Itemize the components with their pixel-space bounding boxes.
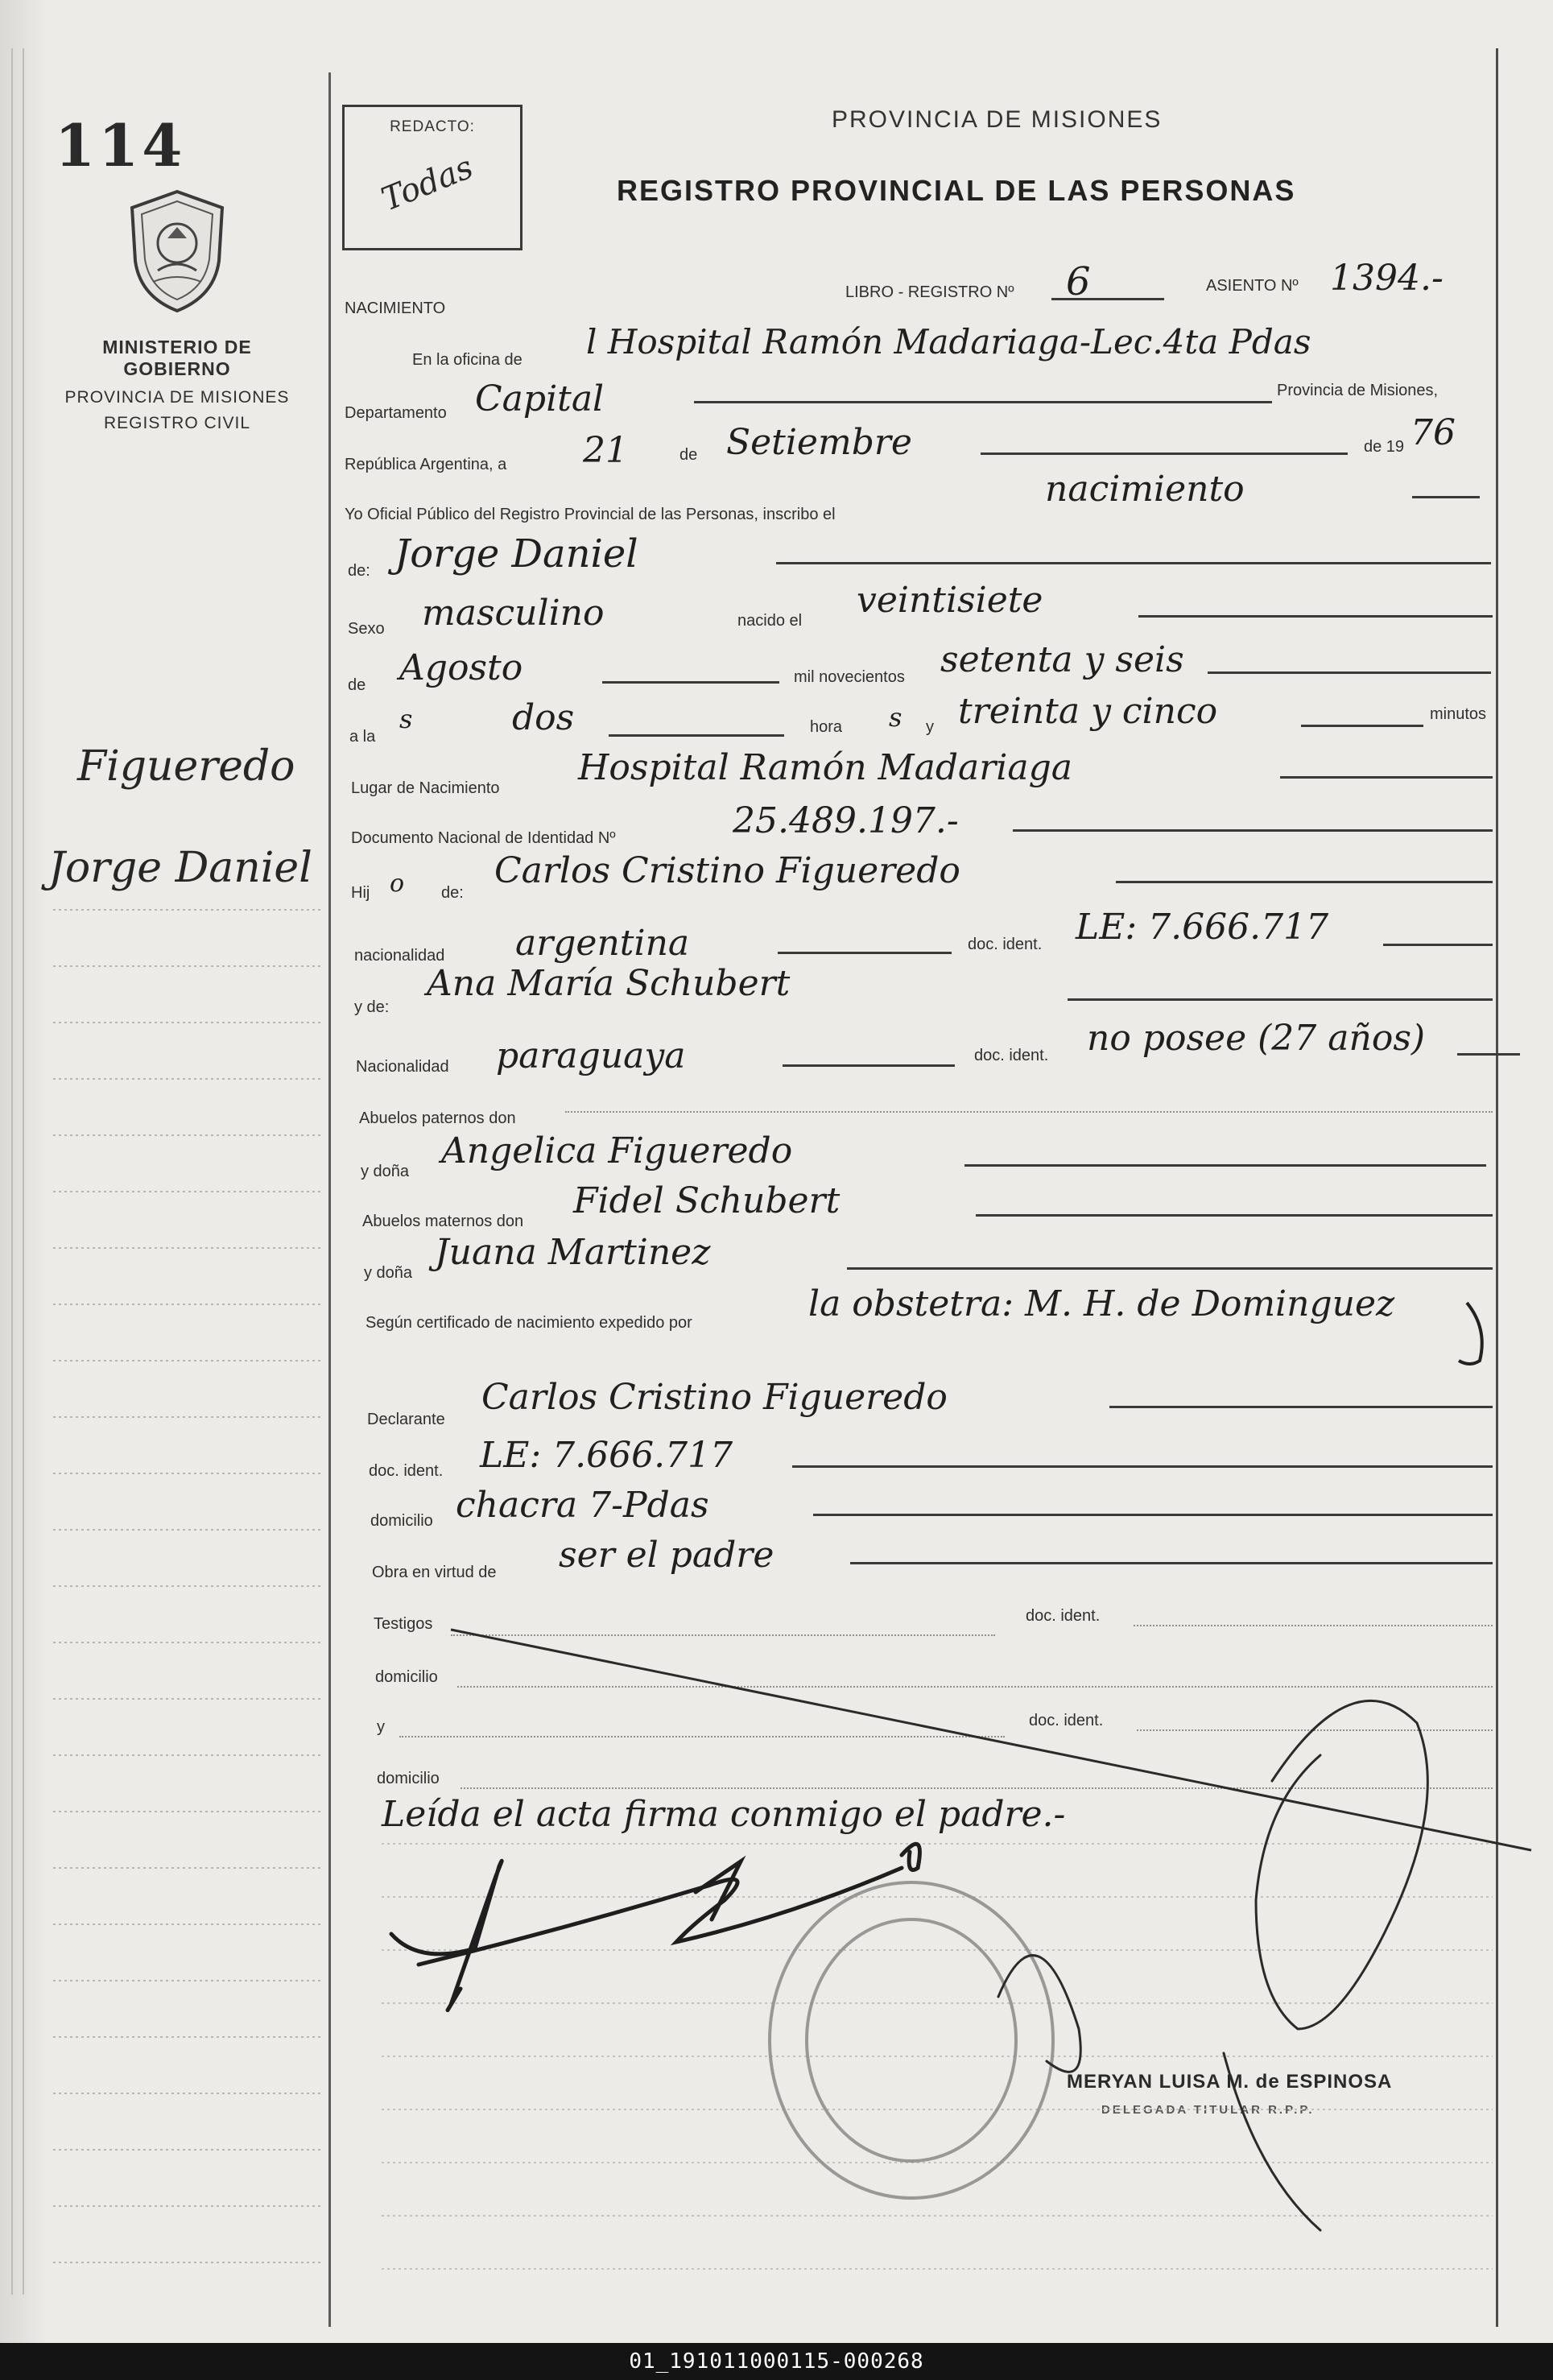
testigos-label: Testigos [374,1615,433,1633]
ministry-name: MINISTERIO DE GOBIERNO [102,337,252,379]
sexo-value: masculino [422,593,605,634]
month-value: Setiembre [726,422,912,463]
hij-suffix: o [390,870,405,898]
father-doc-value: LE: 7.666.717 [1076,907,1329,948]
margin-surname-note: Figueredo [77,742,295,791]
born-year-value: setenta y seis [940,639,1184,680]
redacto-label: REDACTO: [390,118,475,135]
hora-suffix: s [889,702,902,733]
maternal-grandmother-label: y doña [364,1264,413,1282]
declarante-doc-value: LE: 7.666.717 [480,1435,733,1476]
born-day-value: veintisiete [857,580,1043,621]
libro-value: 6 [1066,259,1091,304]
paternal-grandmother-value: Angelica Figueredo [441,1130,793,1171]
sexo-label: Sexo [348,620,385,638]
domicilio-label: domicilio [370,1512,433,1530]
declarante-value: Carlos Cristino Figueredo [481,1377,948,1418]
declarante-doc-label: doc. ident. [369,1462,444,1480]
body-ruled-lines [382,1844,1493,2269]
father-nationality-value: argentina [515,923,690,964]
header-registry-title: REGISTRO PROVINCIAL DE LAS PERSONAS [617,174,1296,207]
name-de-label: de: [348,562,370,580]
father-value: Carlos Cristino Figueredo [494,850,960,891]
year-value: 76 [1411,412,1456,453]
act-value: nacimiento [1045,469,1245,510]
testigos-doc2-label: doc. ident. [1029,1712,1104,1729]
image-id-footer: 01_191011000115-000268 [0,2343,1553,2380]
certificate-value: la obstetra: M. H. de Dominguez [808,1283,1395,1324]
declarante-label: Declarante [367,1411,445,1428]
parent-signature [391,1844,920,2010]
paternal-grandfather-label: Abuelos paternos don [359,1109,516,1127]
year-label: de 19 [1364,438,1405,456]
section-label: NACIMIENTO [345,300,446,317]
date-de-label: de [679,446,698,464]
place-value: Hospital Ramón Madariaga [578,747,1072,788]
official-signature [998,1700,1427,2230]
hora-y-label: y [926,718,934,736]
ministry-province: PROVINCIA DE MISIONES [64,388,290,407]
republic-label: República Argentina, a [345,456,507,473]
born-label: nacido el [737,612,803,630]
father-de-label: de: [441,884,464,902]
born-month-de-label: de [348,676,366,694]
ministry-office: REGISTRO CIVIL [103,414,251,432]
official-name-stamp: MERYAN LUISA M. de ESPINOSA [1067,2071,1393,2093]
testigos-doc-label: doc. ident. [1026,1607,1101,1625]
mother-doc-label: doc. ident. [974,1047,1049,1064]
dni-label: Documento Nacional de Identidad Nº [351,829,616,847]
department-value: Capital [475,378,605,419]
hij-label: Hij [351,884,370,902]
day-value: 21 [583,430,628,471]
obra-label: Obra en virtud de [372,1564,497,1581]
office-value: l Hospital Ramón Madariaga-Lec.4ta Pdas [586,322,1311,362]
testigos-domicilio2-label: domicilio [377,1770,440,1787]
mother-doc-value: no posee (27 años) [1087,1018,1426,1059]
officer-label: Yo Oficial Público del Registro Provincial de las Personas, inscribo el [345,506,836,523]
libro-label: LIBRO - REGISTRO Nº [845,283,1014,301]
maternal-grandfather-label: Abuelos maternos don [362,1213,524,1230]
testigos-cancel-stroke [451,1630,1531,1850]
province-label: Provincia de Misiones, [1277,382,1439,399]
maternal-grandmother-value: Juana Martinez [435,1232,711,1273]
obra-value: ser el padre [559,1535,774,1576]
alas-suffix: s [399,704,413,734]
asiento-label: ASIENTO Nº [1206,277,1299,295]
mil-label: mil novecientos [794,668,905,686]
testigos-domicilio-label: domicilio [375,1668,438,1686]
certificate-label: Según certificado de nacimiento expedido por [366,1314,692,1332]
paternal-grandmother-label: y doña [361,1163,410,1180]
father-nationality-label: nacionalidad [354,947,445,965]
child-name-value: Jorge Daniel [394,531,638,576]
mother-nationality-label: Nacionalidad [356,1058,449,1076]
born-month-value: Agosto [399,647,523,688]
domicilio-value: chacra 7-Pdas [456,1485,709,1526]
certificate-tail-stroke [1459,1303,1482,1364]
alas-label: a la [349,728,376,746]
dni-value: 25.489.197.- [733,800,959,841]
mother-value: Ana María Schubert [427,963,791,1004]
father-doc-label: doc. ident. [968,936,1043,953]
redacto-handwriting: Todas [376,148,478,219]
hora-label: hora [810,718,843,736]
minutes-value: treinta y cinco [958,691,1218,732]
department-label: Departamento [345,404,447,422]
closing-statement: Leída el acta firma conmigo el padre.- [382,1794,1066,1835]
testigos-y-label: y [377,1718,385,1736]
mother-de-label: y de: [354,998,390,1016]
header-province: PROVINCIA DE MISIONES [832,106,1163,133]
place-label: Lugar de Nacimiento [351,779,500,797]
maternal-grandfather-value: Fidel Schubert [573,1180,841,1221]
minutos-label: minutos [1430,705,1487,723]
mother-nationality-value: paraguaya [496,1035,686,1076]
margin-ruled-lines [53,910,320,2262]
hour-value: dos [512,697,575,738]
folio-number: 114 [55,111,186,180]
official-title-stamp: DELEGADA TITULAR R.P.P. [1101,2103,1315,2117]
registry-stamp [770,1882,1053,2198]
office-label: En la oficina de [412,351,522,369]
asiento-value: 1394.- [1330,258,1444,299]
margin-given-names-note: Jorge Daniel [48,844,312,892]
